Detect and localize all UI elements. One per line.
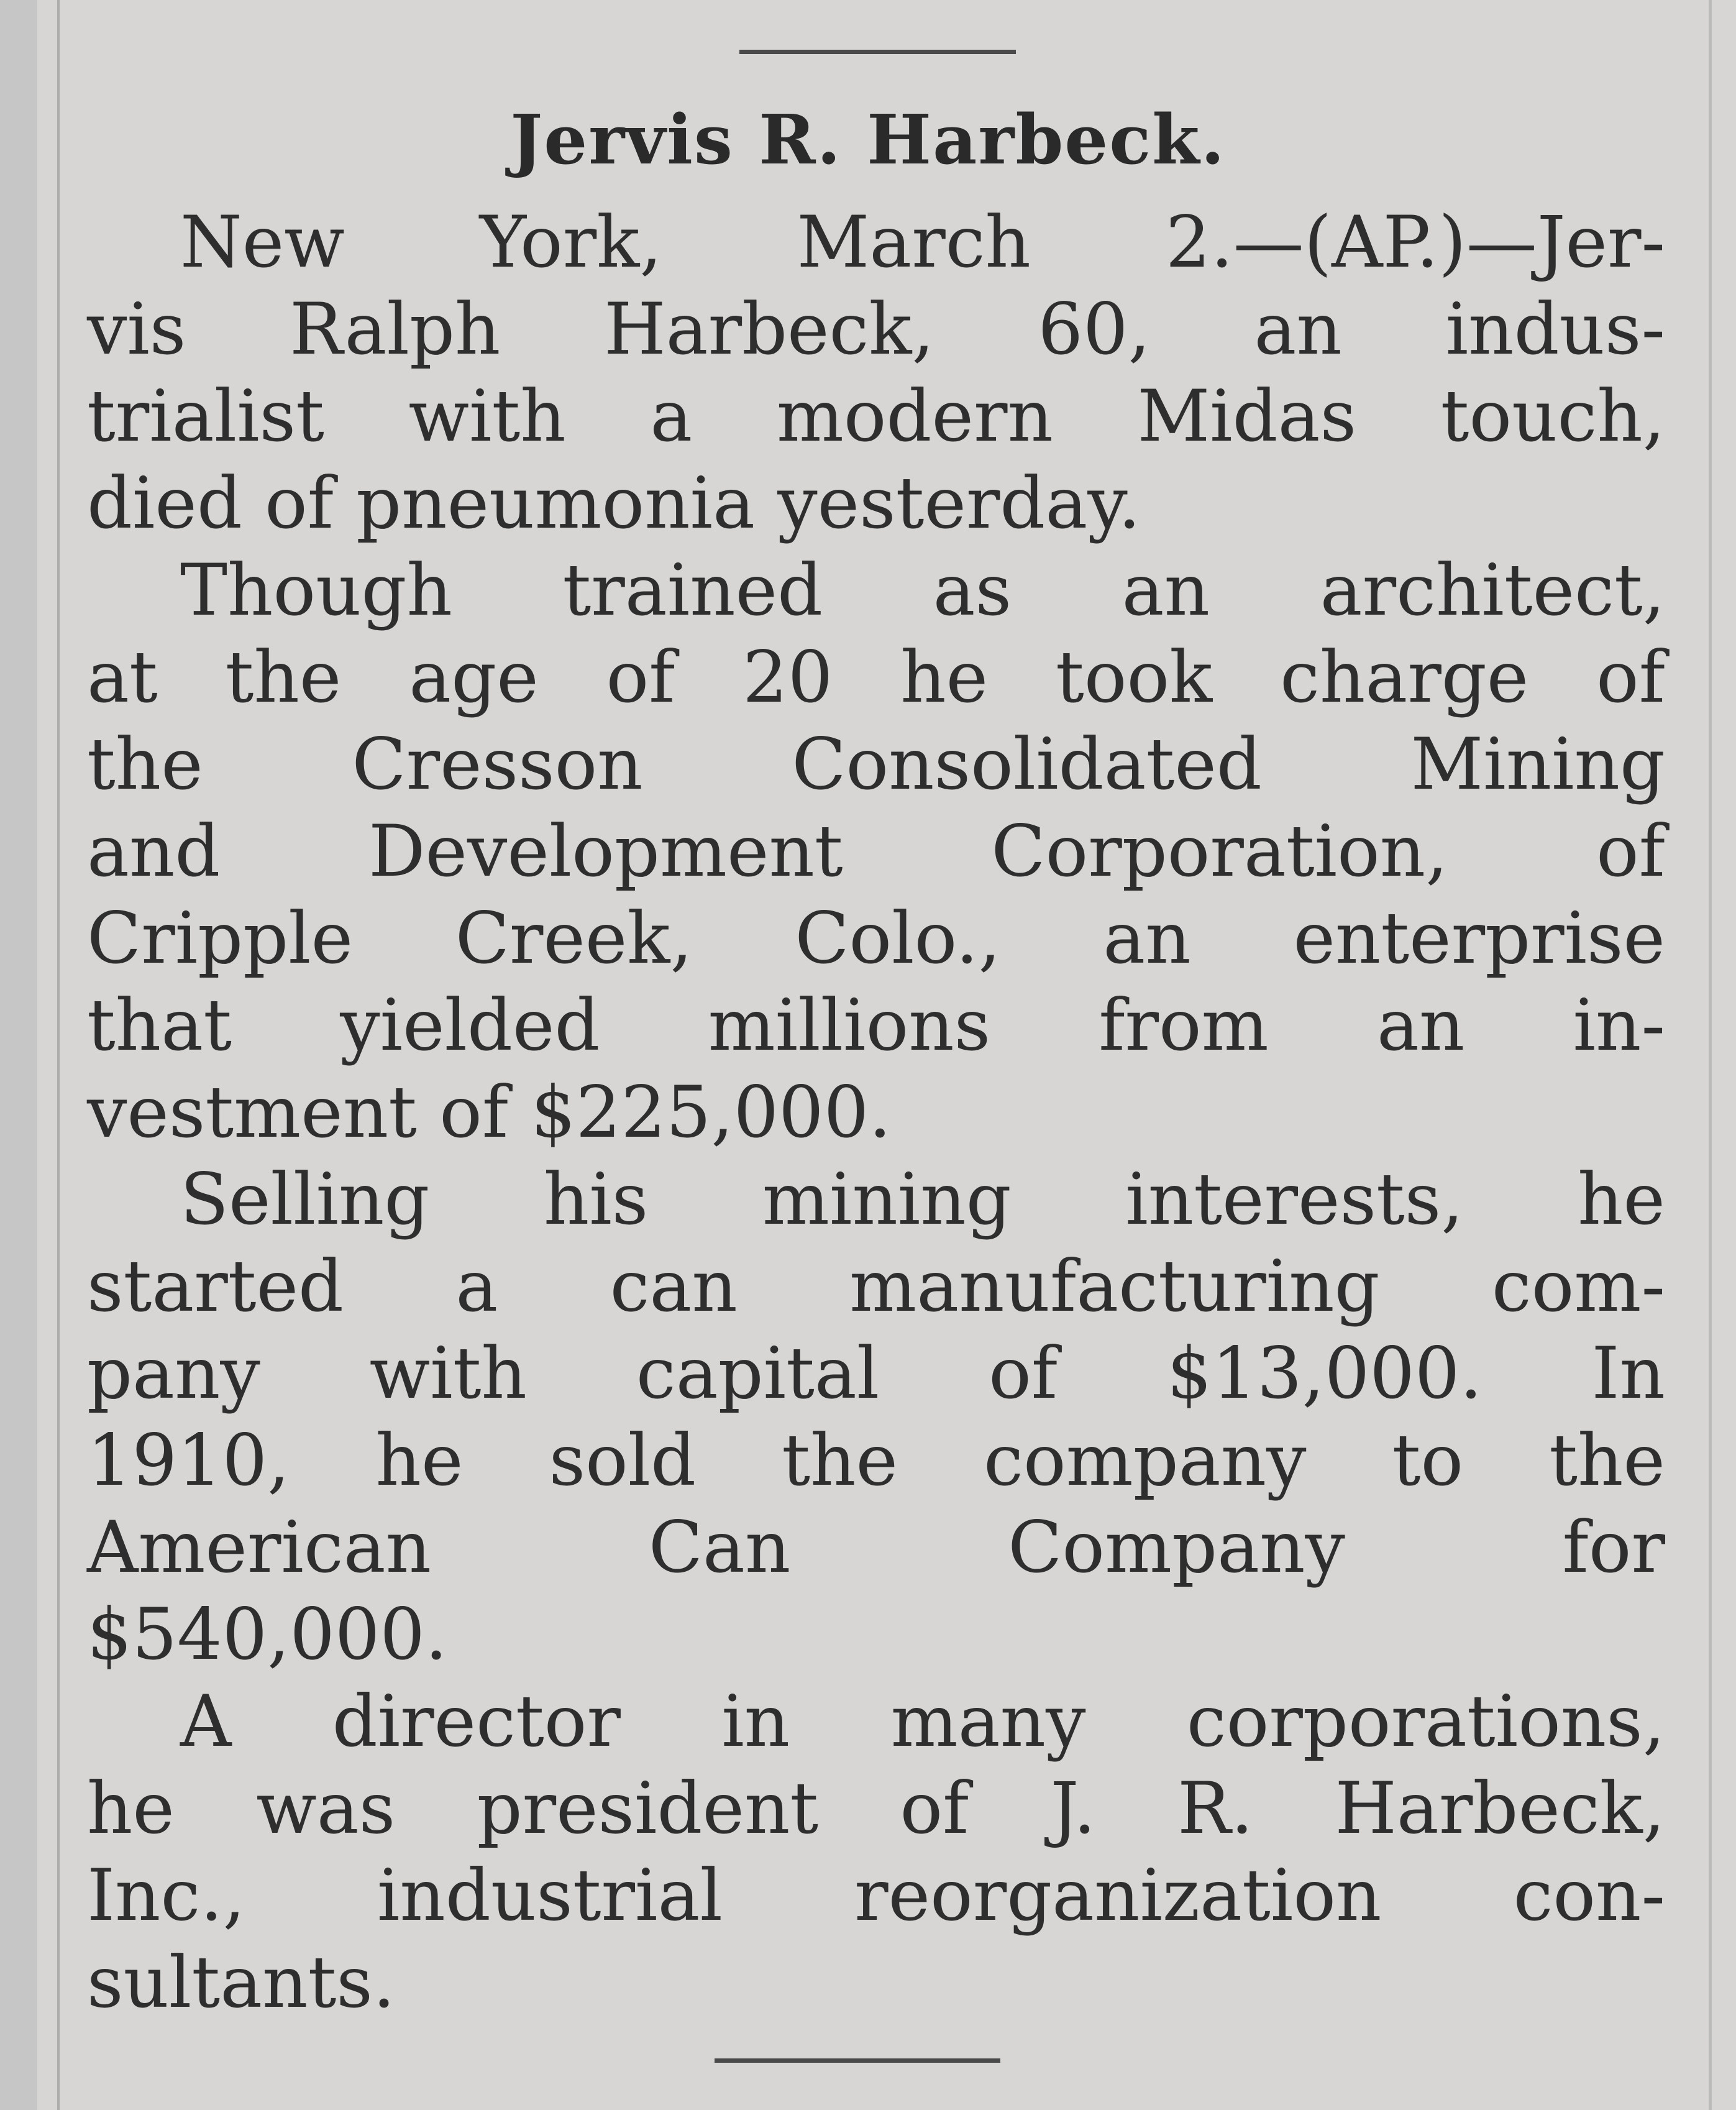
text-line: vestment of $225,000. [87, 1071, 892, 1154]
text-line: Cripple Creek, Colo., an enterprise [87, 897, 1665, 979]
text-line: that yielded millions from an in- [87, 984, 1665, 1066]
text-line: and Development Corporation, of [87, 810, 1665, 892]
text-line: he was president of J. R. Harbeck, [87, 1767, 1665, 1850]
text-line: died of pneumonia yesterday. [87, 462, 1141, 544]
text-line: the Cresson Consolidated Mining [87, 723, 1665, 805]
text-line: sultants. [87, 1941, 396, 2024]
text-line: vis Ralph Harbeck, 60, an indus- [87, 288, 1665, 370]
article-body [87, 199, 1665, 2026]
right-column-rule [1709, 0, 1712, 2110]
top-divider-rule [739, 50, 1016, 54]
text-line: Inc., industrial reorganization con- [87, 1854, 1665, 1937]
left-column-rule [57, 0, 60, 2110]
paragraph-4 [87, 1678, 1665, 2026]
text-line: Selling his mining interests, he [180, 1158, 1665, 1241]
adjacent-column-edge [0, 0, 37, 2110]
text-line: trialist with a modern Midas touch, [87, 375, 1665, 457]
headline: Jervis R. Harbeck. [510, 99, 1226, 180]
text-line: A director in many corporations, [180, 1680, 1665, 1763]
text-line: at the age of 20 he took charge of [87, 636, 1665, 718]
text-line: New York, March 2.—(AP.)—Jer- [180, 201, 1665, 283]
paragraph-2 [87, 547, 1665, 1156]
text-line: pany with capital of $13,000. In [87, 1332, 1665, 1415]
bottom-divider-rule [715, 2058, 1000, 2063]
text-line: American Can Company for [87, 1506, 1665, 1589]
paragraph-1 [87, 199, 1665, 547]
paragraph-3 [87, 1156, 1665, 1678]
text-line: 1910, he sold the company to the [87, 1419, 1665, 1502]
text-line: started a can manufacturing com- [87, 1245, 1665, 1328]
text-line: $540,000. [87, 1593, 448, 1676]
text-line: Though trained as an architect, [180, 549, 1665, 631]
